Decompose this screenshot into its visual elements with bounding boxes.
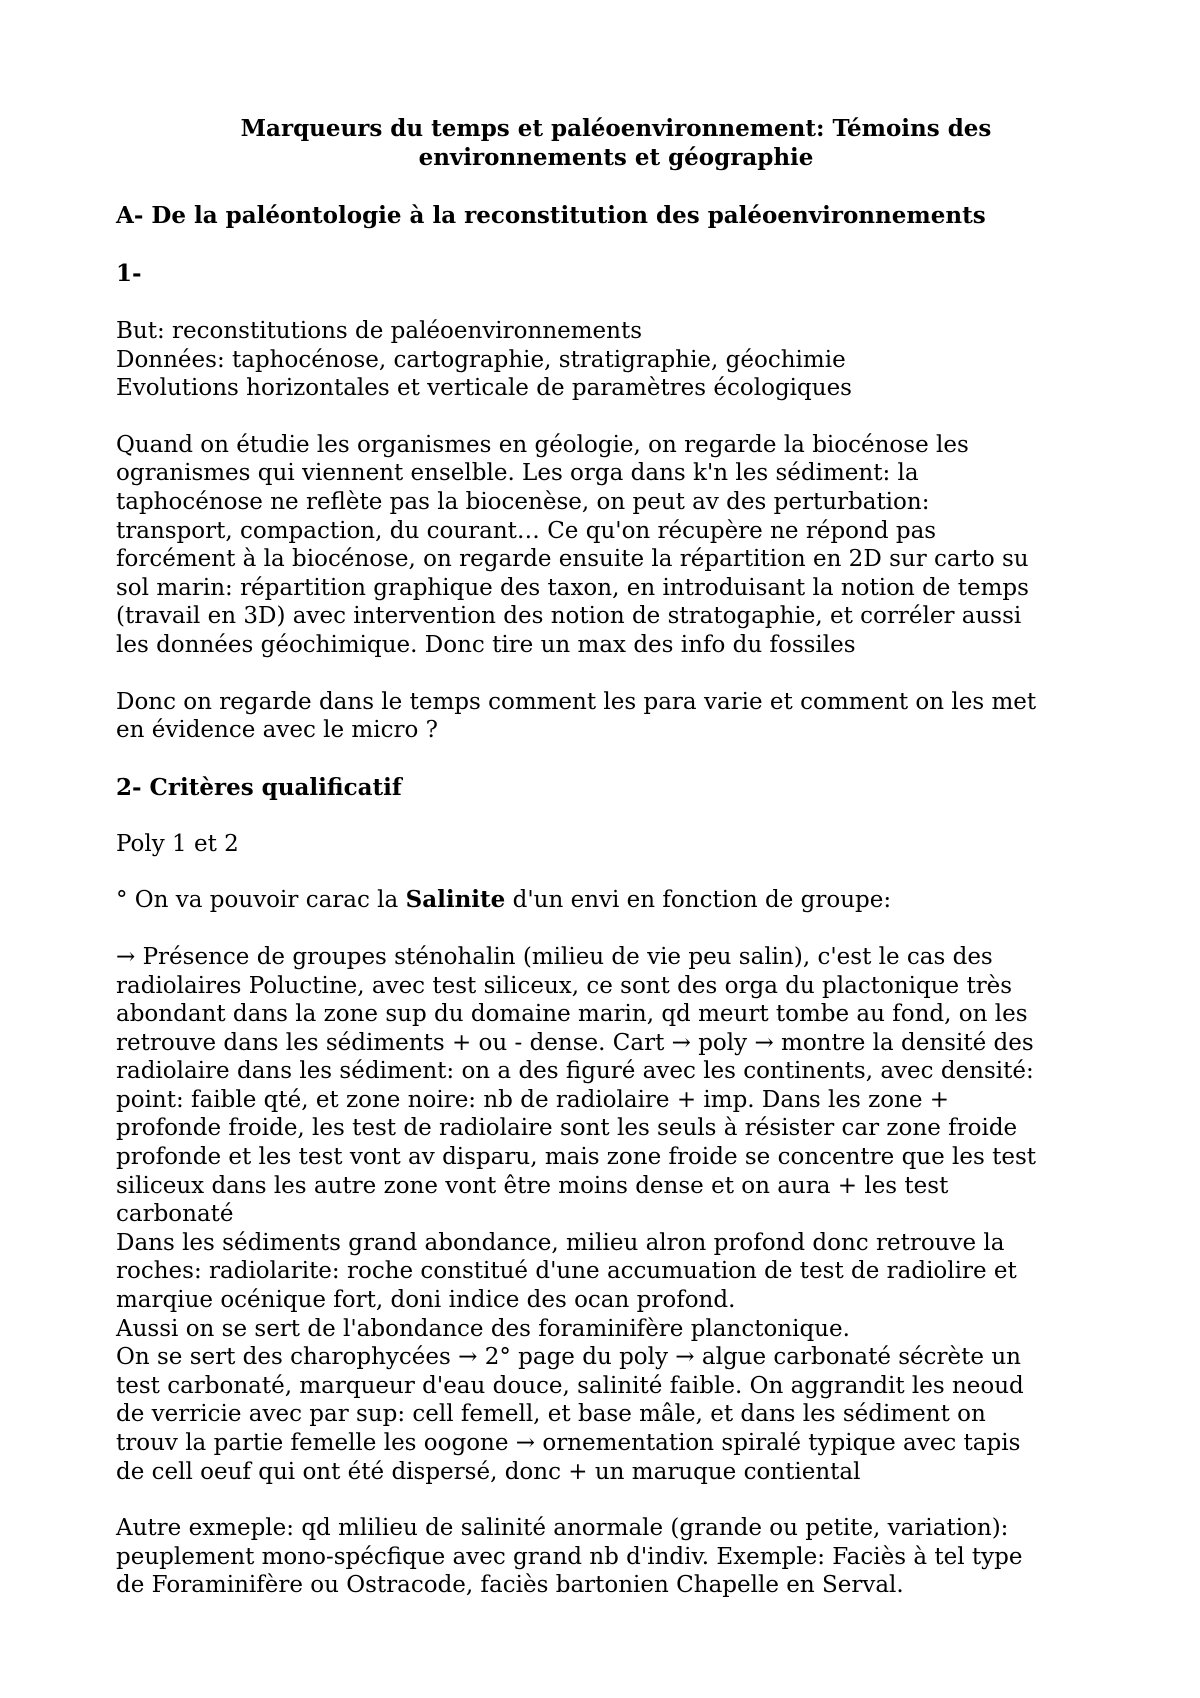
salinite-intro (116, 886, 1116, 915)
text-line: de cell oeuf qui ont été dispersé, donc + un maruque contiental (116, 1458, 861, 1485)
text-line: peuplement mono-spécfique avec grand nb d'indiv. Exemple: Faciès à tel type (116, 1543, 1023, 1570)
title-line-2: environnements et géographie (418, 144, 814, 171)
title-line-1: Marqueurs du temps et paléoenvironnement: Témoins des (240, 115, 992, 142)
text-line: ogranismes qui viennent enselble. Les orga dans k'n les sédiment: la (116, 460, 919, 487)
text-line: profonde froide, les test de radiolaire sont les seuls à résister car zone froide (116, 1115, 1018, 1142)
salinite-suffix: d'un envi en fonction de groupe: (505, 887, 892, 914)
text-line: de Foraminifère ou Ostracode, faciès bartonien Chapelle en Serval. (116, 1572, 904, 1599)
text-line: Autre exmeple: qd mlilieu de salinité anormale (grande ou petite, variation): (116, 1515, 1009, 1542)
text-line: de verricie avec par sup: cell femell, et base mâle, et dans les sédiment on (116, 1401, 986, 1428)
section-a-heading: A- De la paléontologie à la reconstitution des paléoenvironnements (116, 202, 986, 229)
paragraph-quand (116, 431, 1116, 660)
text-line: Aussi on se sert de l'abondance des foraminifère planctonique. (116, 1315, 850, 1342)
poly-reference (116, 830, 1116, 859)
text-line: But: reconstitutions de paléoenvironnements (116, 318, 643, 344)
subsection-2-heading: 2- Critères qualificatif (116, 773, 402, 801)
text-line: Donc on regarde dans le temps comment les para varie et comment on les met (116, 688, 1037, 715)
paragraph-presence (116, 943, 1116, 1486)
text-line: → Présence de groupes sténohalin (milieu de vie peu salin), c'est le cas des (116, 943, 993, 970)
text-line: Poly 1 et 2 (116, 830, 239, 857)
text-line: Données: taphocénose, cartographie, stratigraphie, géochimie (116, 346, 846, 373)
subsection-1-heading: 1- (116, 260, 142, 287)
text-line: radiolaire dans les sédiment: on a des figuré avec les continents, avec densité: (116, 1058, 1034, 1085)
text-line: (travail en 3D) avec intervention des notion de stratogaphie, et corréler aussi (116, 603, 1022, 630)
text-line: carbonaté (116, 1201, 234, 1228)
text-line (116, 886, 1116, 915)
text-line: retrouve dans les sédiments + ou - dense. Cart → poly → montre la densité des (116, 1029, 1034, 1056)
paragraph-donc (116, 688, 1116, 745)
salinite-keyword: Salinite (405, 886, 506, 914)
text-line: abondant dans la zone sup du domaine marin, qd meurt tombe au fond, on les (116, 1001, 1028, 1028)
paragraph-autre (116, 1514, 1116, 1600)
text-line: en évidence avec le micro ? (116, 717, 438, 744)
salinite-prefix: ° On va pouvoir carac la (116, 887, 406, 914)
document-title (116, 114, 1116, 172)
text-line: radiolaires Poluctine, avec test siliceux, ce sont des orga du plactonique très (116, 972, 1013, 999)
text-line: Quand on étudie les organismes en géologie, on regarde la biocénose les (116, 431, 969, 458)
subsection-1-summary (116, 317, 1116, 403)
text-line: Evolutions horizontales et verticale de paramètres écologiques (116, 375, 852, 402)
text-line: On se sert des charophycées → 2° page du poly → algue carbonaté sécrète un (116, 1344, 1021, 1371)
text-line: siliceux dans les autre zone vont être moins dense et on aura + les test (116, 1172, 949, 1199)
text-line: test carbonaté, marqueur d'eau douce, salinité faible. On aggrandit les neoud (116, 1372, 1024, 1399)
text-line: transport, compaction, du courant… Ce qu'on récupère ne répond pas (116, 517, 937, 544)
text-line: forcément à la biocénose, on regarde ensuite la répartition en 2D sur carto su (116, 546, 1029, 573)
text-line: profonde et les test vont av disparu, mais zone froide se concentre que les test (116, 1144, 1037, 1171)
text-line: Dans les sédiments grand abondance, milieu alron profond donc retrouve la (116, 1229, 1005, 1256)
document-page (116, 114, 1116, 1600)
text-line: roches: radiolarite: roche constitué d'une accumuation de test de radiolire et (116, 1258, 1017, 1285)
text-line: point: faible qté, et zone noire: nb de radiolaire + imp. Dans les zone + (116, 1086, 950, 1113)
text-line: marqiue océnique fort, doni indice des ocan profond. (116, 1287, 736, 1314)
text-line: les données géochimique. Donc tire un max des info du fossiles (116, 631, 856, 658)
text-line: trouv la partie femelle les oogone → ornementation spiralé typique avec tapis (116, 1430, 1021, 1456)
text-line: sol marin: répartition graphique des taxon, en introduisant la notion de temps (116, 574, 1029, 601)
text-line: taphocénose ne reflète pas la biocenèse, on peut av des perturbation: (116, 488, 930, 515)
